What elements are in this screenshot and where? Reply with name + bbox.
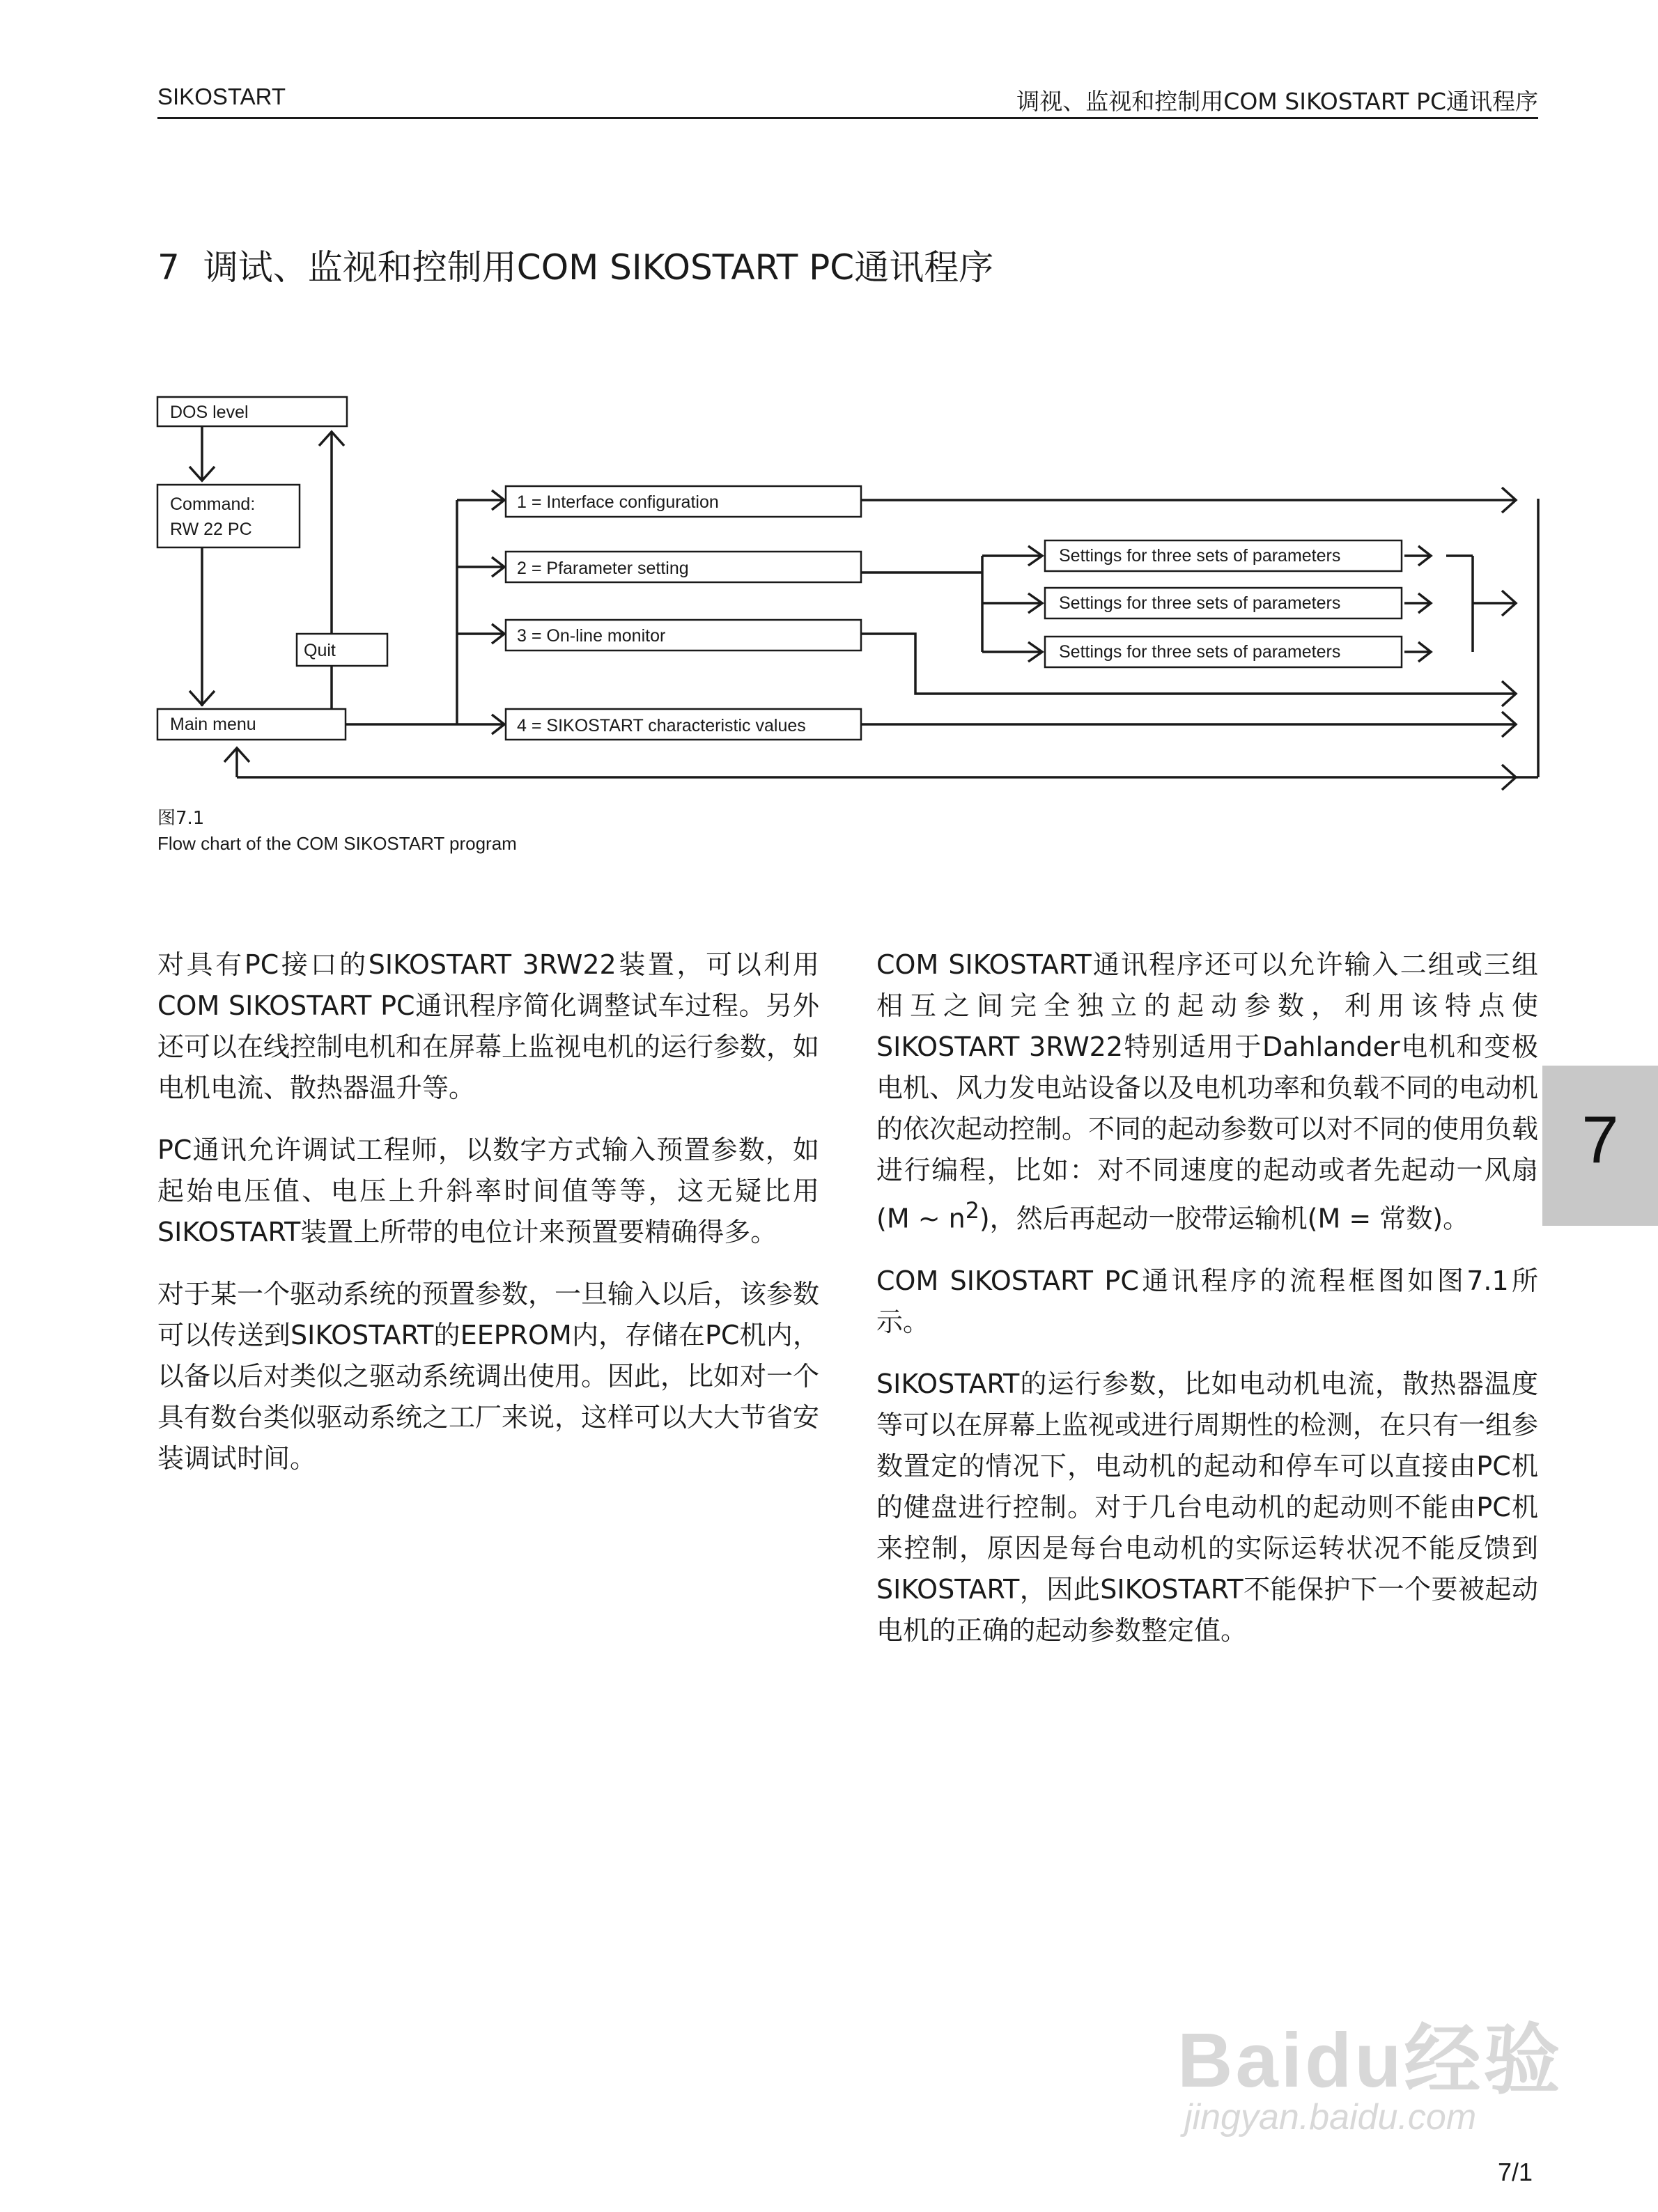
box-settings-2	[1045, 588, 1402, 618]
command-label-2: RW 22 PC	[170, 520, 252, 539]
box-command	[157, 485, 300, 547]
figure-number: 图7.1	[157, 808, 205, 829]
chapter-tab	[1542, 1066, 1658, 1226]
option-3-label: 3 = On-line monitor	[517, 626, 666, 646]
box-quit	[297, 634, 387, 666]
chapter-title-text: 调试、监视和控制用COM SIKOSTART PC通讯程序	[203, 247, 994, 288]
right-p1-superscript: 2	[965, 1199, 979, 1224]
header-left: SIKOSTART	[157, 84, 286, 109]
right-paragraph-3: SIKOSTART的运行参数，比如电动机电流，散热器温度等可以在屏幕上监视或进行周期性的检测，在只有一组参数置定的情况下，电动机的起动和停车可以直接由PC机的健盘进行控制。对于几台电动机的起动则不能由PC机来控制，原因是每台电动机的实际运转状况不能反馈到SIKOSTART，因此SIKOSTART不能保护下一个要被起动电机的正确的起动参数整定值。	[876, 1368, 1539, 1646]
option-1-label: 1 = Interface configuration	[517, 492, 719, 512]
chapter-tab-number: 7	[1581, 1103, 1619, 1177]
box-main-menu	[157, 709, 346, 740]
chapter-title	[157, 240, 993, 290]
quit-label: Quit	[304, 641, 336, 660]
right-paragraph-2: COM SIKOSTART PC通讯程序的流程框图如图7.1所示。	[876, 1265, 1538, 1337]
figure-caption: Flow chart of the COM SIKOSTART program	[157, 833, 517, 854]
dos-level-label: DOS level	[170, 403, 249, 422]
left-paragraph-2: PC通讯允许调试工程师，以数字方式输入预置参数，如起始电压值、电压上升斜率时间值等等，这无疑比用SIKOSTART装置上所带的电位计来预置要精确得多。	[157, 1135, 819, 1247]
box-dos-level	[157, 397, 347, 426]
page-number: 7/1	[1498, 2158, 1533, 2186]
command-label-1: Command:	[170, 494, 256, 514]
settings-2-label: Settings for three sets of parameters	[1059, 593, 1341, 613]
box-settings-3	[1045, 637, 1402, 667]
flowchart	[0, 376, 1658, 794]
right-paragraph-1	[876, 944, 1538, 1240]
chapter-number: 7	[157, 247, 180, 288]
header-right: 调视、监视和控制用COM SIKOSTART PC通讯程序	[1016, 88, 1538, 115]
option-4-label: 4 = SIKOSTART characteristic values	[517, 716, 806, 735]
header-rule	[157, 117, 1538, 119]
left-paragraph-1: 对具有PC接口的SIKOSTART 3RW22装置，可以利用COM SIKOSTART PC通讯程序简化调整试车过程。另外还可以在线控制电机和在屏幕上监视电机的运行参数，如电机电流、散热器温升等。	[157, 949, 820, 1103]
settings-1-label: Settings for three sets of parameters	[1059, 546, 1341, 566]
box-option-2	[506, 552, 861, 582]
box-option-3	[506, 620, 861, 651]
settings-3-label: Settings for three sets of parameters	[1059, 642, 1341, 662]
right-p1-text-end: )，然后再起动一胶带运输机(M = 常数)。	[979, 1203, 1470, 1234]
main-menu-label: Main menu	[170, 715, 256, 734]
right-column	[876, 944, 1538, 1672]
box-option-4	[506, 709, 861, 740]
option-2-label: 2 = Pfarameter setting	[517, 559, 689, 578]
box-option-1	[506, 486, 861, 517]
box-settings-1	[1045, 540, 1402, 571]
left-paragraph-3: 对于某一个驱动系统的预置参数，一旦输入以后，该参数可以传送到SIKOSTART的EEPROM内，存储在PC机内，以备以后对类似之驱动系统调出使用。因此，比如对一个具有数台类似驱动系统之工厂来说，这样可以大大节省安装调试时间。	[157, 1279, 820, 1474]
right-p1-text: COM SIKOSTART通讯程序还可以允许输入二组或三组相互之间完全独立的起动参数，利用该特点使SIKOSTART 3RW22特别适用于Dahlander电机和变极电机、风力发电站设备以及电机功率和负载不同的电动机的依次起动控制。不同的起动参数可以对不同的使用负载进行编程，比如：对不同速度的起动或者先起动一风扇(M ~ n	[876, 949, 1539, 1234]
left-column	[157, 944, 819, 1500]
watermark-url: jingyan.baidu.com	[1184, 2097, 1477, 2137]
watermark-logo: Baidu经验	[1177, 2018, 1563, 2103]
